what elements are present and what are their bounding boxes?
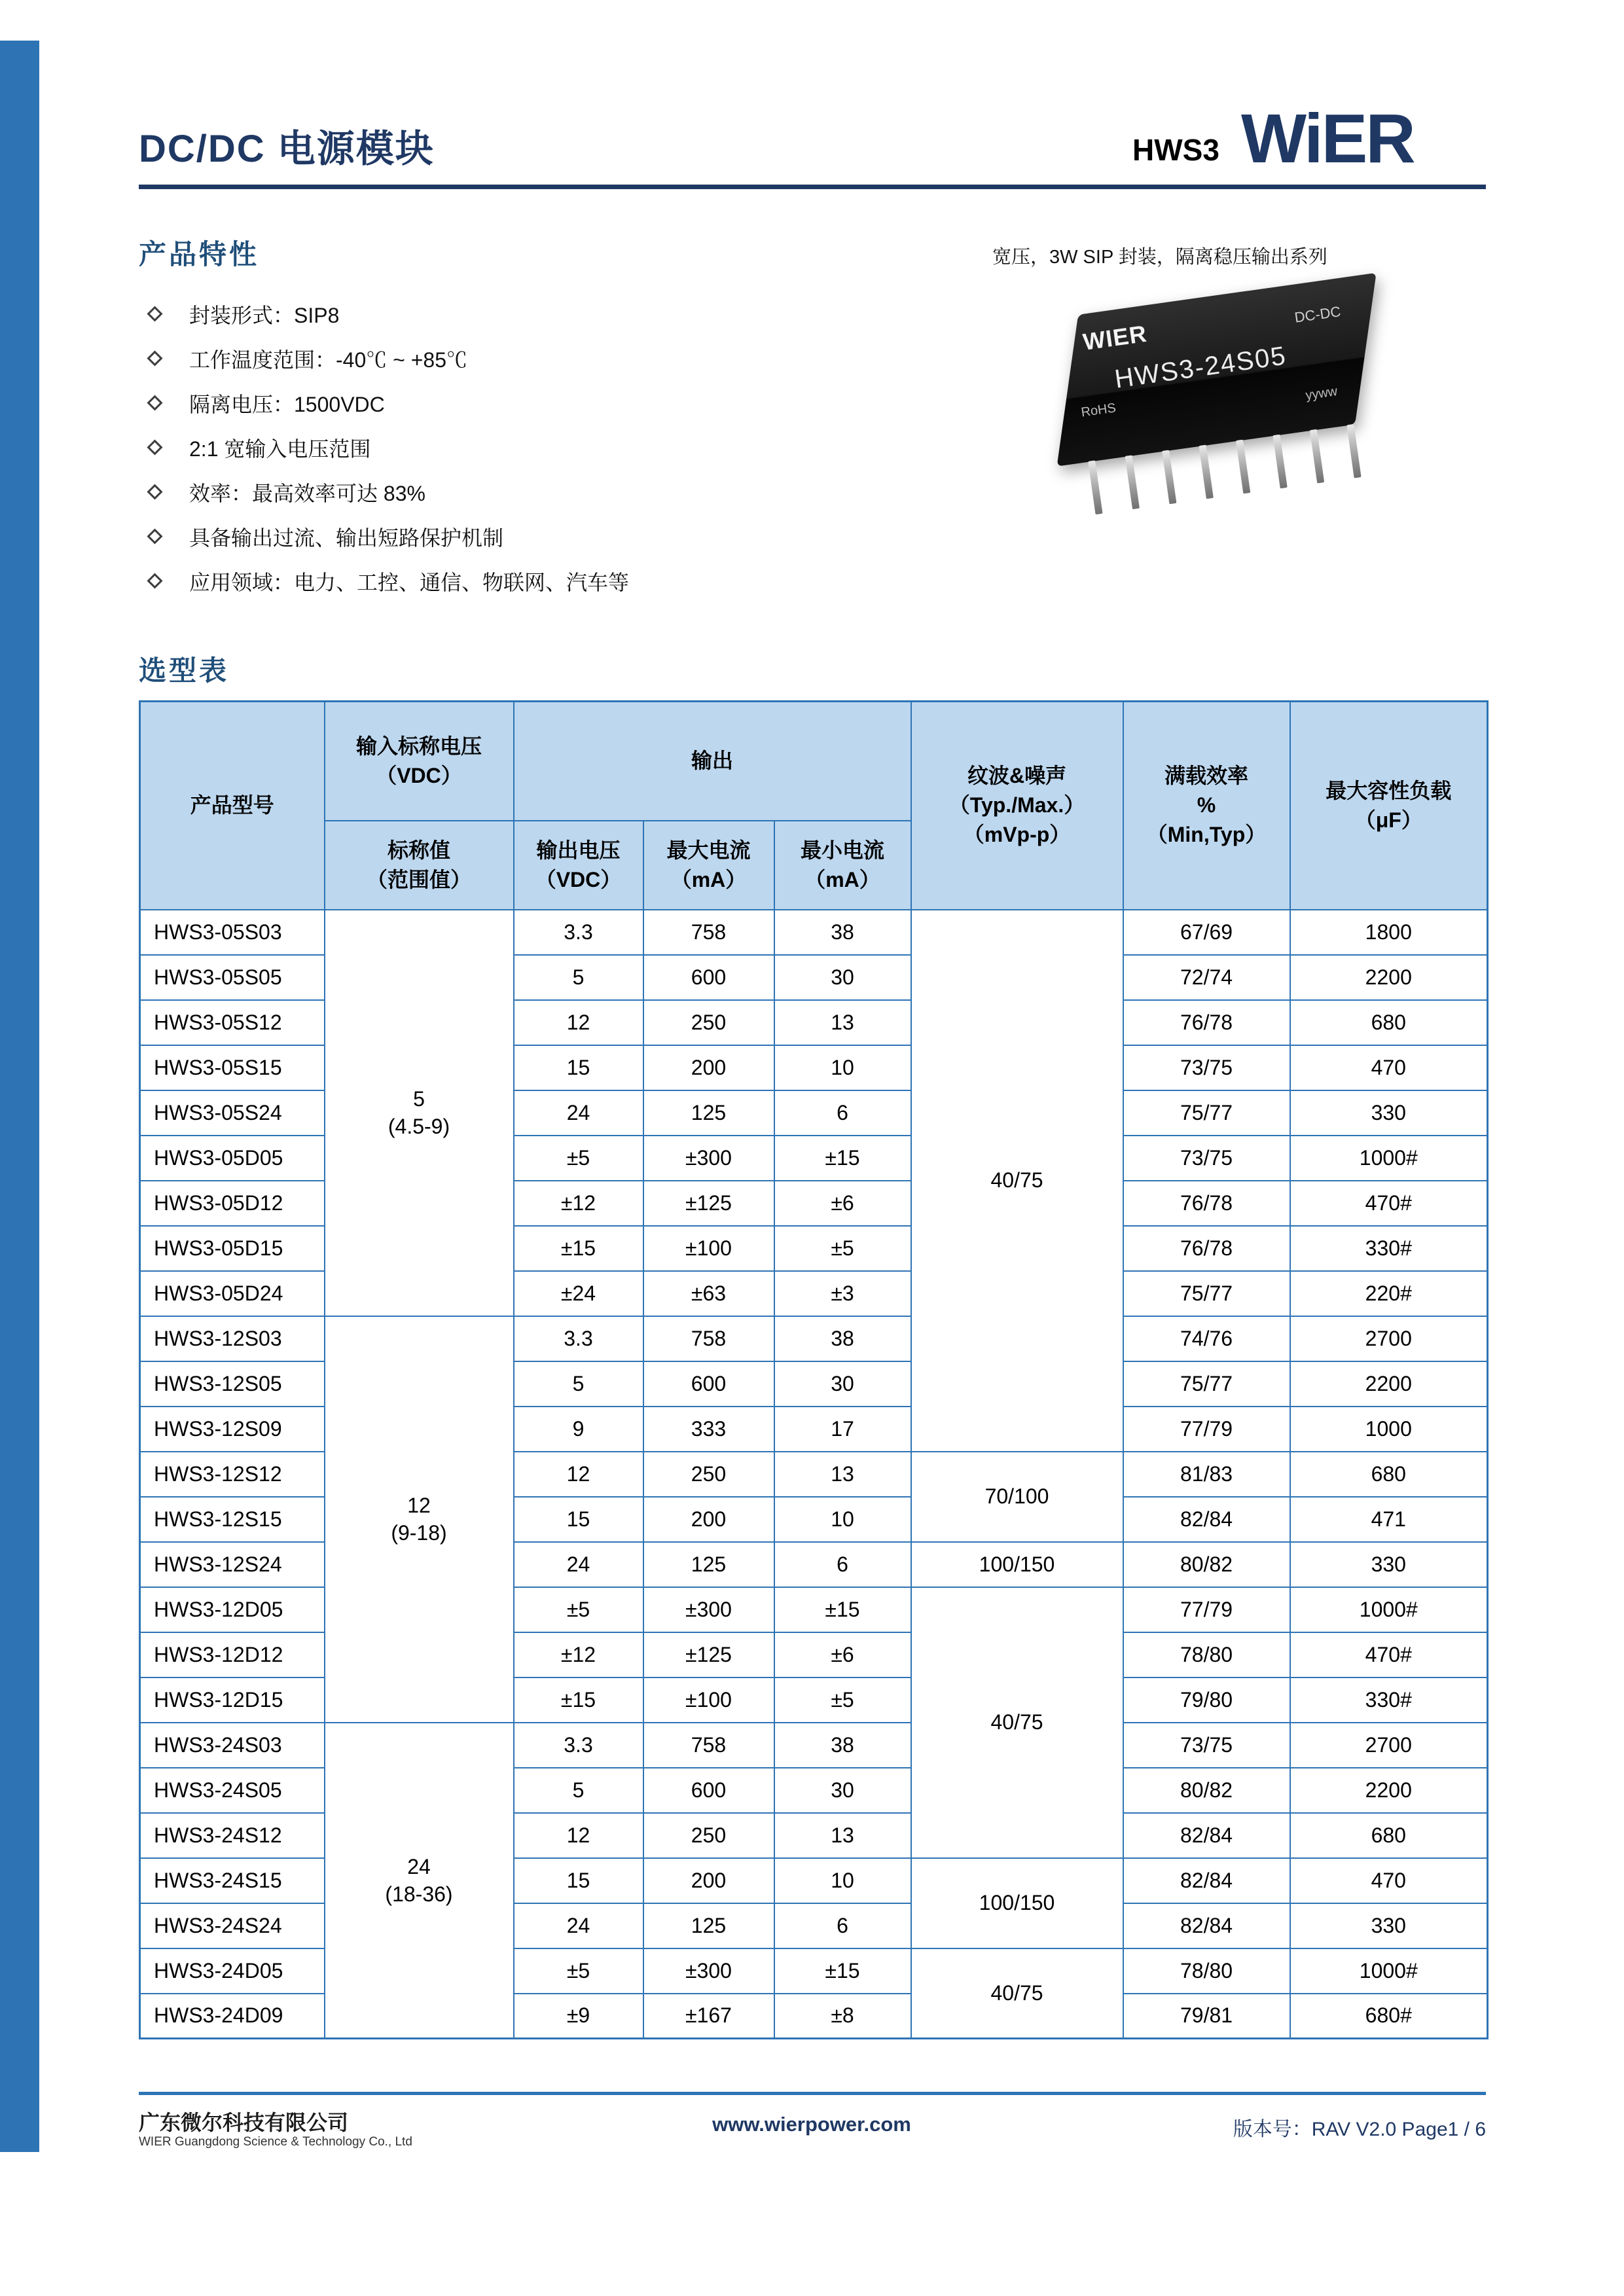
feature-text: 工作温度范围：-40℃ ~ +85℃ [189, 348, 468, 372]
cell-imax: 600 [643, 1361, 774, 1407]
cell-model: HWS3-12S09 [140, 1407, 325, 1452]
cell-eff: 78/80 [1123, 1632, 1290, 1677]
cell-ripple-group: 100/150 [911, 1858, 1123, 1948]
cell-eff: 67/69 [1123, 910, 1290, 955]
col-efficiency-line1: 满载效率 [1164, 764, 1249, 788]
pin [1088, 460, 1102, 514]
pin [1310, 429, 1324, 484]
cell-vout: 3.3 [514, 1723, 643, 1768]
feature-text: 效率：最高效率可达 83% [189, 482, 425, 505]
cell-imin: 17 [774, 1407, 911, 1452]
page-title: DC/DC 电源模块 [139, 128, 435, 170]
cell-eff: 82/84 [1123, 1903, 1290, 1948]
cell-cap: 471 [1290, 1497, 1488, 1542]
feature-item [149, 293, 629, 338]
feature-list [149, 293, 629, 605]
col-input-voltage-line2: （VDC） [376, 763, 462, 787]
cell-vout: 12 [514, 1813, 643, 1858]
diamond-bullet-icon [147, 528, 162, 544]
cell-eff: 75/77 [1123, 1361, 1290, 1407]
cell-model: HWS3-24S05 [140, 1768, 325, 1813]
cell-imax: 758 [643, 1723, 774, 1768]
cell-eff: 82/84 [1123, 1813, 1290, 1858]
cell-vout: 24 [514, 1542, 643, 1587]
cell-imax: 125 [643, 1090, 774, 1136]
cell-imin: ±8 [774, 1994, 911, 2039]
cell-vout: 3.3 [514, 910, 643, 955]
feature-text: 2:1 宽输入电压范围 [189, 437, 371, 461]
table-row [140, 1316, 1488, 1361]
cell-cap: 680# [1290, 1994, 1488, 2039]
diamond-bullet-icon [147, 573, 162, 588]
cell-model: HWS3-24S12 [140, 1813, 325, 1858]
col-ripple-line2: （Typ./Max.） [948, 793, 1085, 817]
cell-eff: 75/77 [1123, 1271, 1290, 1316]
cell-imax: ±125 [643, 1181, 774, 1226]
cell-imax: 125 [643, 1903, 774, 1948]
series-label: HWS3 [1132, 133, 1219, 167]
cell-imin: ±15 [774, 1587, 911, 1632]
cell-model: HWS3-05D12 [140, 1181, 325, 1226]
cell-ripple-group: 100/150 [911, 1542, 1123, 1587]
feature-text: 应用领域：电力、工控、通信、物联网、汽车等 [189, 571, 630, 594]
cell-model: HWS3-12S12 [140, 1452, 325, 1497]
col-output-group [514, 702, 911, 821]
cell-model: HWS3-12S24 [140, 1542, 325, 1587]
module-rohs-label: RoHS [1080, 401, 1117, 420]
feature-item [149, 516, 629, 560]
cell-imin: 30 [774, 955, 911, 1000]
input-nominal: 12 [407, 1494, 431, 1517]
cell-imin: 6 [774, 1903, 911, 1948]
features-heading: 产品特性 [139, 239, 260, 270]
table-header [140, 702, 1488, 910]
cell-imin: 30 [774, 1361, 911, 1407]
cell-cap: 330 [1290, 1090, 1488, 1136]
col-output-voltage-line1: 输出电压 [536, 838, 621, 862]
pin [1272, 435, 1287, 489]
cell-imin: 38 [774, 1316, 911, 1361]
cell-imax: 758 [643, 910, 774, 955]
col-max-capacitance [1290, 702, 1488, 910]
cell-imax: 333 [643, 1407, 774, 1452]
cell-model: HWS3-24S24 [140, 1903, 325, 1948]
col-min-current [774, 821, 911, 910]
cell-cap: 1000 [1290, 1407, 1488, 1452]
cell-cap: 2200 [1290, 955, 1488, 1000]
cell-cap: 2700 [1290, 1723, 1488, 1768]
cell-eff: 73/75 [1123, 1045, 1290, 1090]
cell-imin: ±6 [774, 1181, 911, 1226]
cell-vout: ±5 [514, 1136, 643, 1181]
module-type-label: DC-DC [1293, 303, 1342, 326]
cell-ripple-group: 40/75 [911, 910, 1123, 1452]
cell-model: HWS3-05S03 [140, 910, 325, 955]
col-max-current [643, 821, 774, 910]
cell-model: HWS3-12S15 [140, 1497, 325, 1542]
cell-cap: 330# [1290, 1226, 1488, 1271]
cell-imax: 200 [643, 1045, 774, 1090]
cell-imin: 10 [774, 1858, 911, 1903]
cell-eff: 79/80 [1123, 1677, 1290, 1723]
cell-imax: ±300 [643, 1948, 774, 1994]
feature-text: 封装形式：SIP8 [189, 304, 340, 327]
cell-model: HWS3-24S03 [140, 1723, 325, 1768]
cell-vout: 12 [514, 1452, 643, 1497]
cell-model: HWS3-05S05 [140, 955, 325, 1000]
cell-eff: 81/83 [1123, 1452, 1290, 1497]
cell-ripple-group: 40/75 [911, 1587, 1123, 1858]
table-row [140, 1723, 1488, 1768]
cell-model: HWS3-12D12 [140, 1632, 325, 1677]
cell-eff: 77/79 [1123, 1407, 1290, 1452]
cell-vout: 24 [514, 1090, 643, 1136]
cell-eff: 78/80 [1123, 1948, 1290, 1994]
cell-vout: ±12 [514, 1181, 643, 1226]
selection-table [139, 700, 1489, 2039]
cell-imax: ±125 [643, 1632, 774, 1677]
cell-imax: 250 [643, 1813, 774, 1858]
cell-imax: 200 [643, 1858, 774, 1903]
col-ripple-noise [911, 702, 1123, 910]
col-efficiency [1123, 702, 1290, 910]
col-input-nominal-line2: （范围值） [366, 867, 471, 891]
cell-model: HWS3-12S03 [140, 1316, 325, 1361]
cell-vout: ±24 [514, 1271, 643, 1316]
cell-eff: 75/77 [1123, 1090, 1290, 1136]
cell-model: HWS3-05S24 [140, 1090, 325, 1136]
cell-imin: 30 [774, 1768, 911, 1813]
pin [1125, 455, 1140, 509]
col-product-model [140, 702, 325, 910]
col-capacitance-line2: （μF） [1354, 808, 1422, 832]
cell-cap: 1800 [1290, 910, 1488, 955]
cell-cap: 680 [1290, 1452, 1488, 1497]
pin [1162, 450, 1176, 504]
cell-vout: 15 [514, 1858, 643, 1903]
input-nominal: 5 [413, 1087, 425, 1111]
col-capacitance-line1: 最大容性负载 [1326, 778, 1452, 802]
left-accent-bar [0, 41, 39, 2152]
cell-imin: ±15 [774, 1948, 911, 1994]
feature-item [149, 471, 629, 516]
diamond-bullet-icon [147, 306, 162, 321]
cell-eff: 73/75 [1123, 1136, 1290, 1181]
cell-imin: ±3 [774, 1271, 911, 1316]
module-model-label: HWS3-24S05 [1113, 341, 1289, 394]
cell-cap: 330 [1290, 1542, 1488, 1587]
cell-imax: 125 [643, 1542, 774, 1587]
selection-table-heading: 选型表 [139, 655, 230, 686]
cell-imax: 250 [643, 1452, 774, 1497]
col-output-voltage [514, 821, 643, 910]
cell-cap: 2700 [1290, 1316, 1488, 1361]
cell-cap: 330# [1290, 1677, 1488, 1723]
cell-imax: ±100 [643, 1677, 774, 1723]
cell-model: HWS3-12D15 [140, 1677, 325, 1723]
cell-model: HWS3-05S15 [140, 1045, 325, 1090]
cell-vout: ±5 [514, 1948, 643, 1994]
cell-imax: ±100 [643, 1226, 774, 1271]
table-row [140, 910, 1488, 955]
cell-vout: 5 [514, 1361, 643, 1407]
cell-eff: 76/78 [1123, 1181, 1290, 1226]
col-output-group-label: 输出 [691, 749, 734, 773]
cell-vout: 15 [514, 1045, 643, 1090]
pin [1199, 445, 1214, 499]
module-datecode-label: yyww [1305, 384, 1339, 403]
cell-cap: 1000# [1290, 1587, 1488, 1632]
cell-vout: ±15 [514, 1226, 643, 1271]
feature-item [149, 560, 629, 605]
cell-imin: 10 [774, 1045, 911, 1090]
cell-model: HWS3-12S05 [140, 1361, 325, 1407]
cell-cap: 2200 [1290, 1768, 1488, 1813]
cell-cap: 2200 [1290, 1361, 1488, 1407]
cell-vout: 24 [514, 1903, 643, 1948]
cell-imax: ±300 [643, 1587, 774, 1632]
cell-imin: 13 [774, 1452, 911, 1497]
cell-imax: ±63 [643, 1271, 774, 1316]
cell-imax: 600 [643, 1768, 774, 1813]
cell-cap: 680 [1290, 1813, 1488, 1858]
input-range: (18-36) [385, 1882, 453, 1906]
cell-cap: 470 [1290, 1045, 1488, 1090]
cell-imax: 200 [643, 1497, 774, 1542]
cell-imax: 250 [643, 1000, 774, 1045]
cell-model: HWS3-05D15 [140, 1226, 325, 1271]
col-max-current-line2: （mA） [670, 867, 747, 891]
cell-eff: 76/78 [1123, 1000, 1290, 1045]
cell-vout: 9 [514, 1407, 643, 1452]
cell-eff: 79/81 [1123, 1994, 1290, 2039]
input-nominal: 24 [407, 1854, 431, 1878]
cell-cap: 330 [1290, 1903, 1488, 1948]
feature-text: 隔离电压：1500VDC [189, 393, 385, 416]
col-output-voltage-line2: （VDC） [535, 867, 622, 891]
col-max-current-line1: 最大电流 [666, 838, 751, 862]
diamond-bullet-icon [147, 484, 162, 499]
footer-divider [139, 2092, 1486, 2095]
header-row-1 [140, 702, 1488, 821]
cell-vout: ±12 [514, 1632, 643, 1677]
col-ripple-line3: （mVp-p） [963, 823, 1071, 847]
feature-item [149, 427, 629, 471]
cell-imax: ±300 [643, 1136, 774, 1181]
col-min-current-line2: （mA） [804, 867, 880, 891]
cell-model: HWS3-12D05 [140, 1587, 325, 1632]
cell-vout: 12 [514, 1000, 643, 1045]
cell-imax: 758 [643, 1316, 774, 1361]
cell-imin: ±15 [774, 1136, 911, 1181]
cell-input-group [325, 1316, 514, 1723]
cell-eff: 76/78 [1123, 1226, 1290, 1271]
cell-model: HWS3-05D05 [140, 1136, 325, 1181]
cell-vout: 15 [514, 1497, 643, 1542]
cell-eff: 77/79 [1123, 1587, 1290, 1632]
cell-eff: 72/74 [1123, 955, 1290, 1000]
cell-eff: 74/76 [1123, 1316, 1290, 1361]
cell-ripple-group: 70/100 [911, 1452, 1123, 1542]
cell-eff: 82/84 [1123, 1858, 1290, 1903]
cell-cap: 470# [1290, 1181, 1488, 1226]
cell-imin: 10 [774, 1497, 911, 1542]
cell-model: HWS3-24D09 [140, 1994, 325, 2039]
cell-imin: ±5 [774, 1677, 911, 1723]
module-brand-label: WIER [1081, 319, 1149, 355]
cell-eff: 80/82 [1123, 1542, 1290, 1587]
cell-imax: 600 [643, 955, 774, 1000]
cell-vout: 5 [514, 1768, 643, 1813]
col-ripple-line1: 纹波&噪声 [967, 764, 1067, 788]
col-input-voltage [325, 702, 514, 821]
cell-imin: 6 [774, 1090, 911, 1136]
cell-model: HWS3-24D05 [140, 1948, 325, 1994]
cell-imax: ±167 [643, 1994, 774, 2039]
cell-imin: 13 [774, 1813, 911, 1858]
table-body [140, 910, 1488, 2039]
col-input-nominal-line1: 标称值 [387, 838, 450, 862]
col-min-current-line1: 最小电流 [801, 838, 885, 862]
cell-eff: 82/84 [1123, 1497, 1290, 1542]
cell-model: HWS3-05D24 [140, 1271, 325, 1316]
cell-cap: 220# [1290, 1271, 1488, 1316]
pin [1236, 440, 1250, 494]
cell-cap: 1000# [1290, 1948, 1488, 1994]
col-product-model-label: 产品型号 [190, 793, 274, 817]
col-efficiency-line2: % [1197, 793, 1216, 817]
header-divider [139, 185, 1486, 189]
series-caption: 宽压，3W SIP 封装，隔离稳压输出系列 [992, 247, 1327, 268]
col-input-nominal [325, 821, 514, 910]
cell-imin: ±6 [774, 1632, 911, 1677]
diamond-bullet-icon [147, 395, 162, 410]
diamond-bullet-icon [147, 439, 162, 455]
cell-cap: 470 [1290, 1858, 1488, 1903]
cell-imin: 6 [774, 1542, 911, 1587]
cell-eff: 73/75 [1123, 1723, 1290, 1768]
feature-item [149, 338, 629, 382]
wier-logo: WiER [1241, 100, 1414, 177]
cell-input-group [325, 910, 514, 1316]
cell-cap: 680 [1290, 1000, 1488, 1045]
feature-text: 具备输出过流、输出短路保护机制 [189, 526, 504, 550]
col-efficiency-line3: （Min,Typ） [1146, 823, 1267, 847]
input-range: (4.5-9) [388, 1115, 450, 1138]
company-name-en: WIER Guangdong Science & Technology Co., Ltd [139, 2135, 412, 2149]
company-name-cn: 广东微尔科技有限公司 [139, 2111, 349, 2134]
cell-eff: 80/82 [1123, 1768, 1290, 1813]
version-page-info: 版本号：RAV V2.0 Page1 / 6 [1233, 2119, 1486, 2140]
cell-imin: 38 [774, 1723, 911, 1768]
cell-model: HWS3-24S15 [140, 1858, 325, 1903]
cell-ripple-group: 40/75 [911, 1948, 1123, 2039]
cell-vout: ±9 [514, 1994, 643, 2039]
cell-imin: 38 [774, 910, 911, 955]
cell-input-group [325, 1723, 514, 2039]
feature-item [149, 382, 629, 427]
col-input-voltage-line1: 输入标称电压 [355, 734, 482, 758]
pin [1346, 424, 1361, 478]
cell-cap: 470# [1290, 1632, 1488, 1677]
cell-cap: 1000# [1290, 1136, 1488, 1181]
diamond-bullet-icon [147, 350, 162, 366]
website-link[interactable]: www.wierpower.com [712, 2113, 911, 2136]
cell-vout: ±5 [514, 1587, 643, 1632]
cell-vout: 5 [514, 955, 643, 1000]
cell-vout: 3.3 [514, 1316, 643, 1361]
input-range: (9-18) [391, 1521, 447, 1545]
cell-imin: 13 [774, 1000, 911, 1045]
product-photo [1021, 275, 1440, 569]
cell-imin: ±5 [774, 1226, 911, 1271]
cell-vout: ±15 [514, 1677, 643, 1723]
module-3d [1003, 247, 1458, 598]
cell-model: HWS3-05S12 [140, 1000, 325, 1045]
